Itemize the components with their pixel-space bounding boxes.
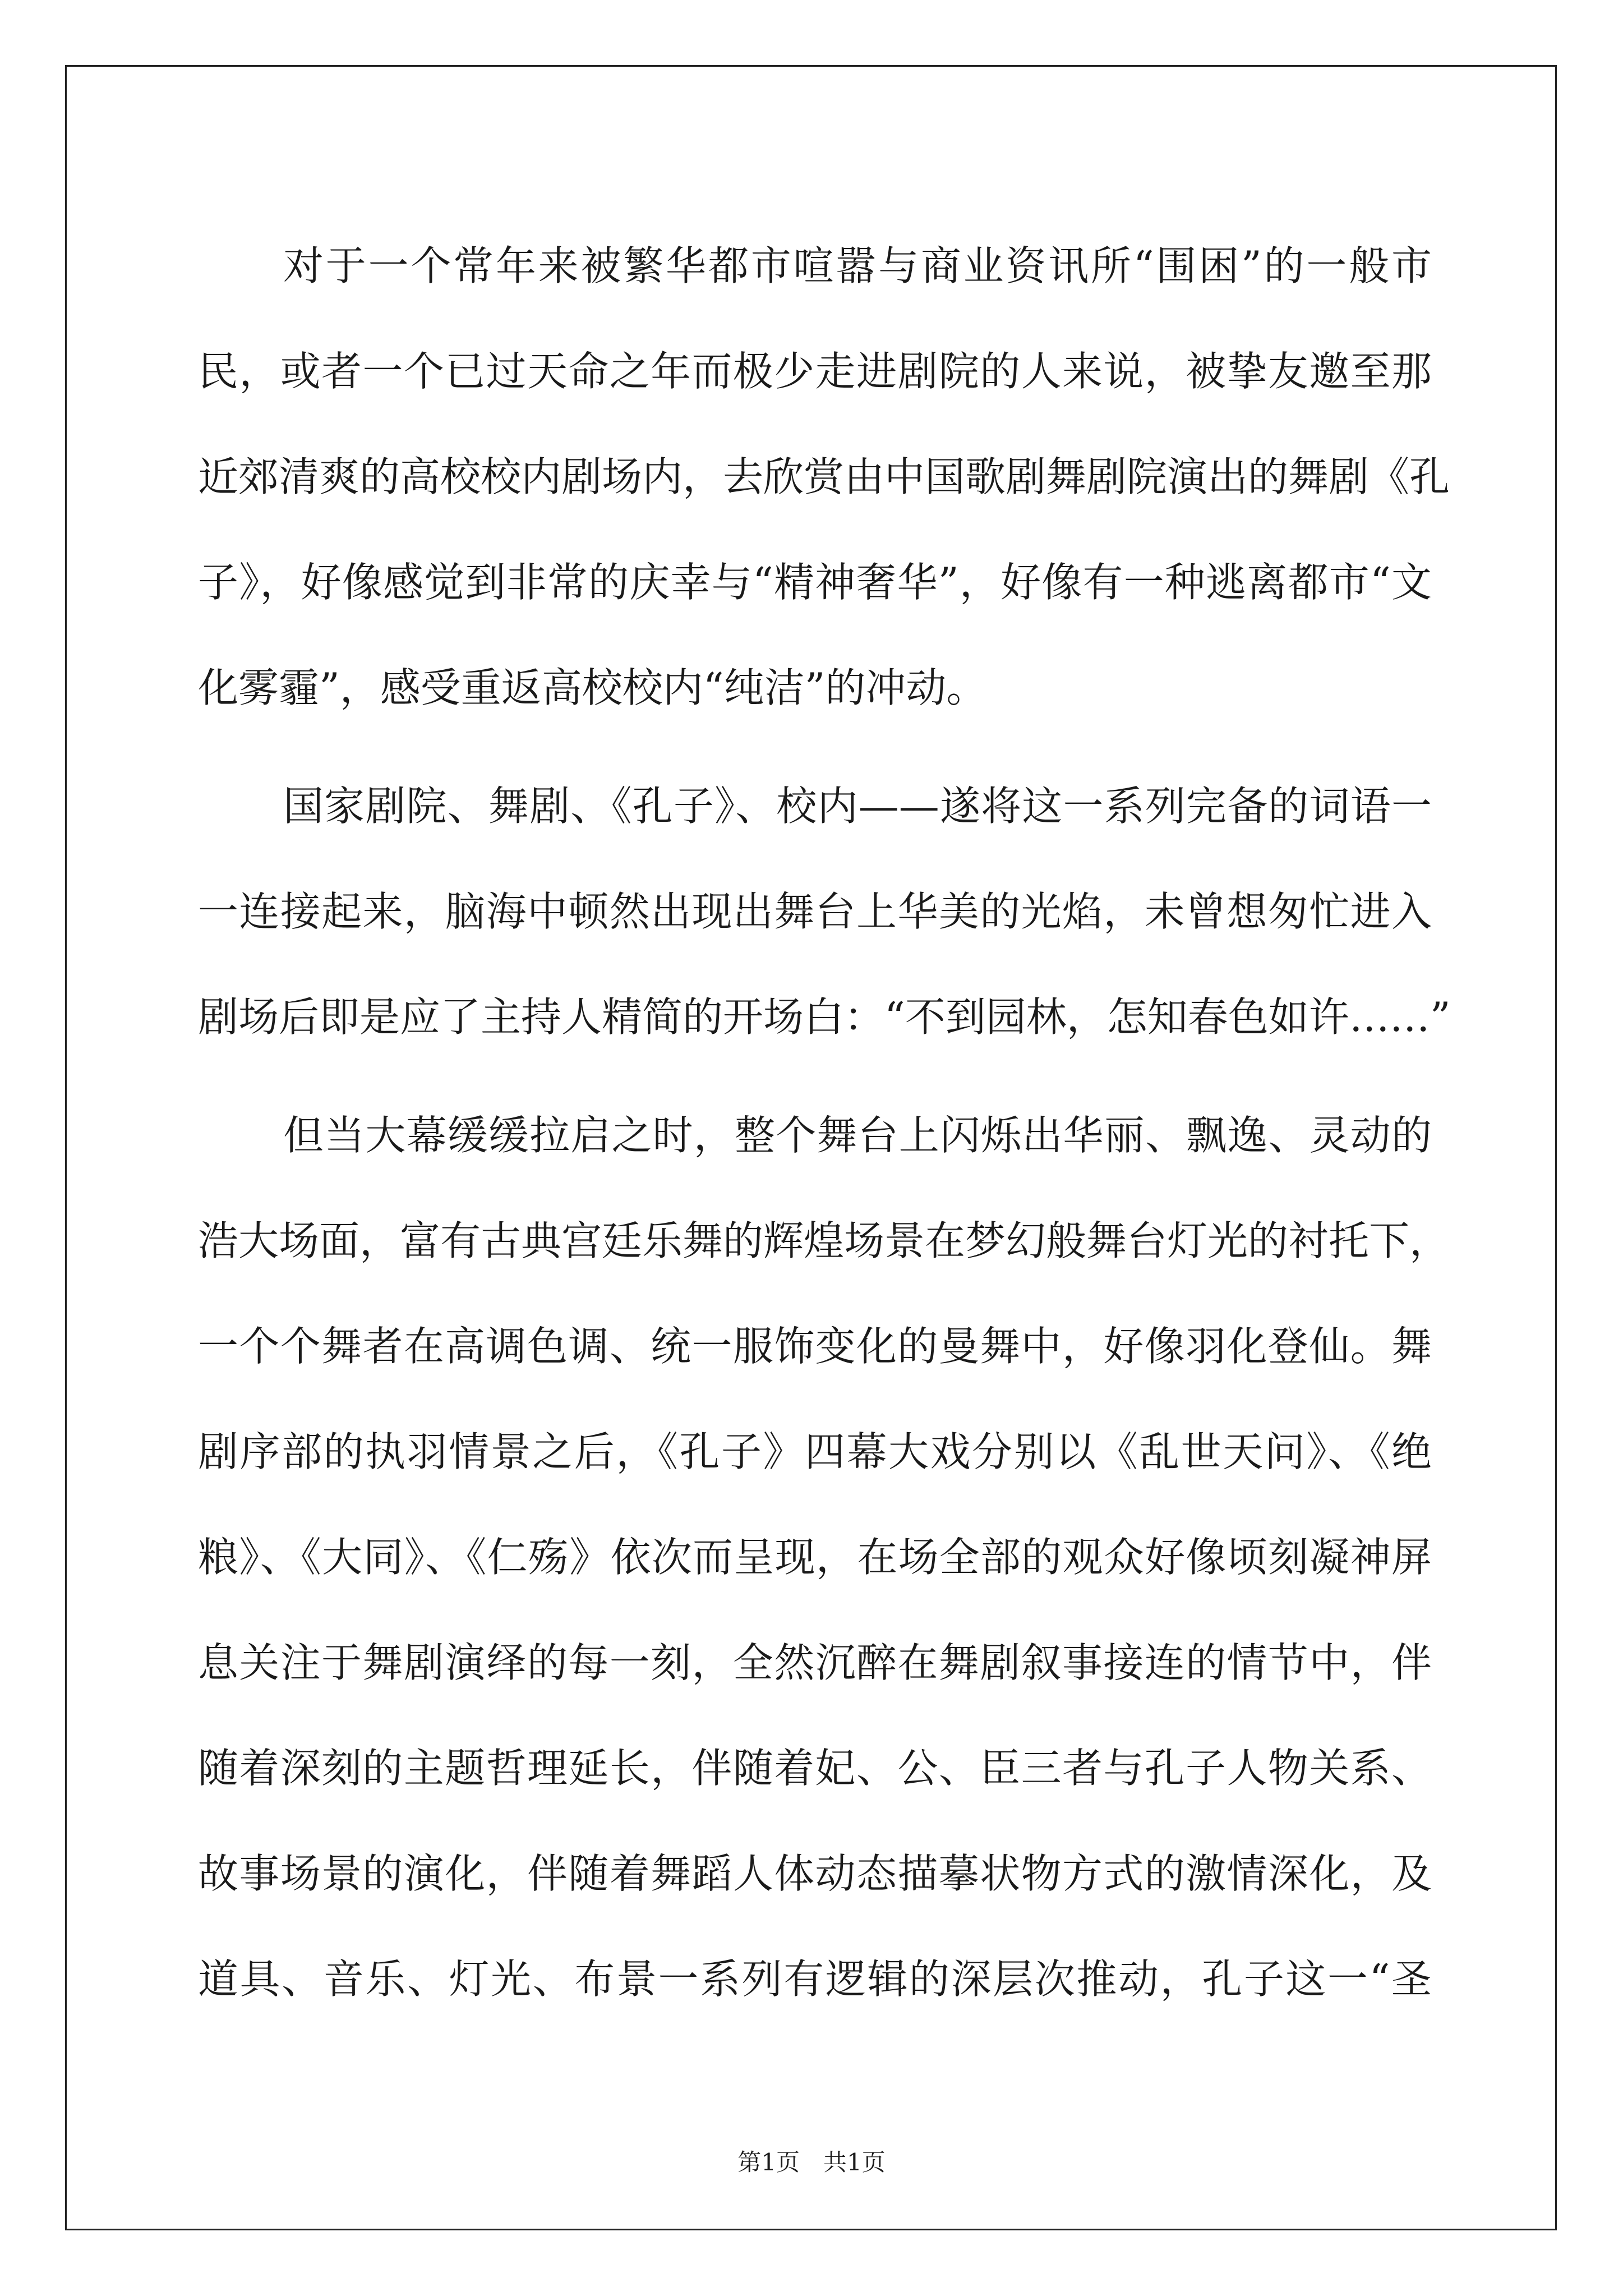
paragraph-3 [198,1083,1450,2032]
text-line: 民，或者一个已过天命之年而极少走进剧院的人来说，被挚友邀至那 [198,348,1432,395]
text-line: 国家剧院、舞剧、《孔子》、校内——遂将这一系列完备的词语一 [283,783,1432,830]
text-line: 一连接起来，脑海中顿然出现出舞台上华美的光焰，未曾想匆忙进入 [198,888,1432,935]
text-line: 一个个舞者在高调色调、统一服饰变化的曼舞中，好像羽化登仙。舞 [198,1323,1432,1370]
paragraph-1 [198,213,1450,740]
text-line: 近郊清爽的高校校内剧场内，去欣赏由中国歌剧舞剧院演出的舞剧《孔 [198,453,1450,500]
paragraph-gap [198,1070,1432,1083]
paragraph-2 [198,753,1451,1070]
text-line: 随着深刻的主题哲理延长，伴随着妃、公、臣三者与孔子人物关系、 [198,1745,1432,1792]
text-line: 化雾霾”，感受重返高校校内“纯洁”的冲动。 [198,664,987,711]
document-body [198,213,1451,2032]
text-line: 粮》、《大同》、《仁殇》依次而呈现，在场全部的观众好像顷刻凝神屏 [198,1534,1432,1581]
text-line: 但当大幕缓缓拉启之时，整个舞台上闪烁出华丽、飘逸、灵动的 [283,1112,1432,1159]
page-number: 第1页 共1页 [737,2148,886,2176]
text-line: 浩大场面，富有古典宫廷乐舞的辉煌场景在梦幻般舞台灯光的衬托下， [198,1217,1450,1264]
text-line: 剧场后即是应了主持人精简的开场白：“不到园林，怎知春色如许……” [198,993,1451,1041]
paragraph-gap [198,740,1432,753]
text-line: 剧序部的执羽情景之后，《孔子》四幕大戏分别以《乱世天问》、《绝 [198,1428,1432,1475]
text-line: 子》，好像感觉到非常的庆幸与“精神奢华”，好像有一种逃离都市“文 [198,559,1432,606]
text-line: 息关注于舞剧演绎的每一刻，全然沉醉在舞剧叙事接连的情节中，伴 [198,1639,1432,1686]
text-line: 道具、音乐、灯光、布景一系列有逻辑的深层次推动，孔子这一“圣 [198,1955,1432,2003]
text-line: 对于一个常年来被繁华都市喧嚣与商业资讯所“围困”的一般市 [283,242,1432,289]
text-line: 故事场景的演化，伴随着舞蹈人体动态描摹状物方式的激情深化，及 [198,1850,1432,1897]
